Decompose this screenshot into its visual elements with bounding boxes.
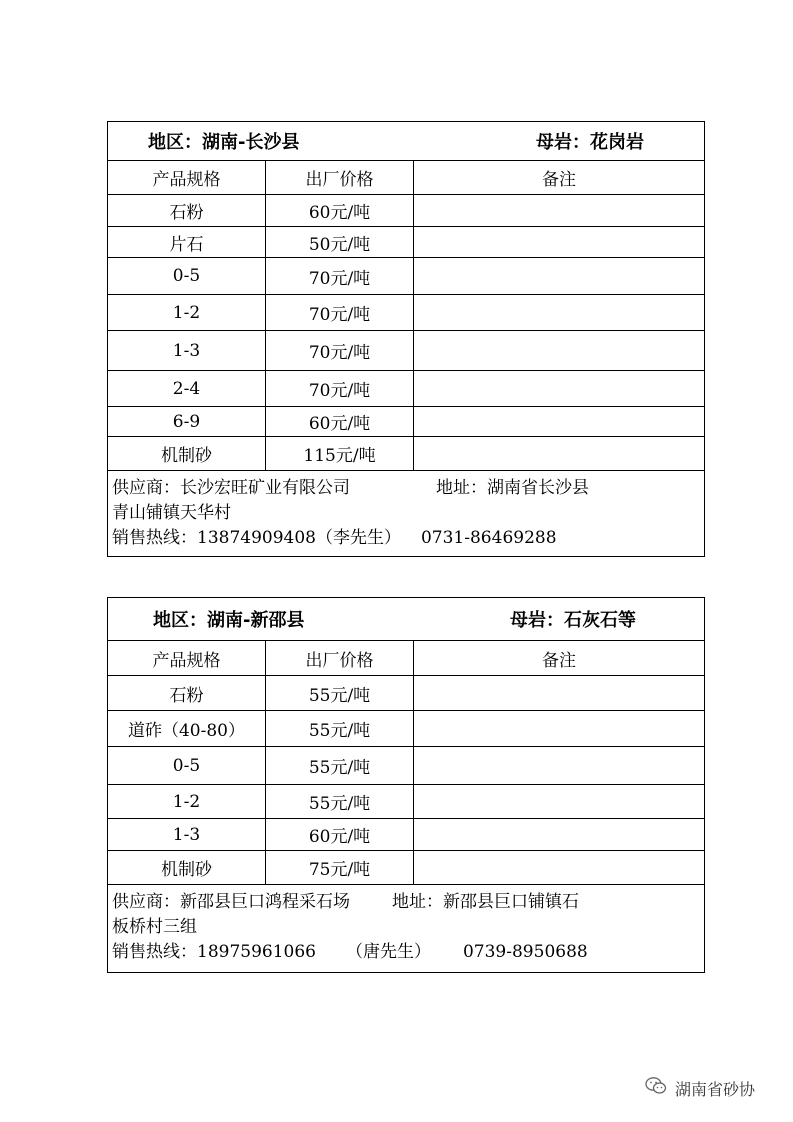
sales-hotline: 销售热线：13874909408（李先生） [112, 528, 401, 548]
price-table-changsha [107, 121, 705, 557]
price-cell: 70元/吨 [266, 258, 414, 295]
office-phone: 0739-8950688 [462, 942, 588, 962]
table-row [108, 437, 705, 471]
spec-cell: 片石 [108, 227, 266, 258]
note-cell [414, 258, 705, 295]
supplier-name: 供应商：新邵县巨口鸿程采石场 [112, 892, 350, 912]
col-header-spec: 产品规格 [108, 641, 266, 676]
spec-cell: 0-5 [108, 258, 266, 295]
table-row [108, 258, 705, 295]
supplier-address-cont: 青山铺镇天华村 [112, 503, 231, 523]
supplier-info [108, 471, 705, 557]
col-header-price: 出厂价格 [266, 641, 414, 676]
price-cell: 55元/吨 [266, 676, 414, 711]
price-cell: 70元/吨 [266, 295, 414, 331]
wechat-icon [645, 1076, 675, 1100]
col-header-price: 出厂价格 [266, 161, 414, 195]
table-header [108, 122, 705, 161]
table-row [108, 295, 705, 331]
spec-cell: 机制砂 [108, 851, 266, 885]
supplier-address-cont: 板桥村三组 [112, 917, 197, 937]
col-header-note: 备注 [414, 641, 705, 676]
table-row [108, 331, 705, 371]
price-cell: 55元/吨 [266, 785, 414, 819]
watermark [645, 1076, 755, 1100]
contact-person: （唐先生） [345, 942, 431, 962]
price-cell: 50元/吨 [266, 227, 414, 258]
price-cell: 70元/吨 [266, 371, 414, 407]
spec-cell: 道砟（40-80） [108, 711, 266, 747]
spec-cell: 石粉 [108, 195, 266, 227]
price-cell: 55元/吨 [266, 711, 414, 747]
spec-cell: 6-9 [108, 407, 266, 437]
spec-cell: 2-4 [108, 371, 266, 407]
spec-cell: 1-2 [108, 295, 266, 331]
col-header-note: 备注 [414, 161, 705, 195]
spec-cell: 1-3 [108, 331, 266, 371]
note-cell [414, 227, 705, 258]
watermark-text: 湖南省砂协 [675, 1079, 756, 1099]
table-row [108, 785, 705, 819]
table-row [108, 819, 705, 851]
table-row [108, 851, 705, 885]
note-cell [414, 195, 705, 227]
note-cell [414, 676, 705, 711]
office-phone: 0731-86469288 [420, 528, 557, 548]
spec-cell: 0-5 [108, 747, 266, 785]
price-cell: 55元/吨 [266, 747, 414, 785]
note-cell [414, 747, 705, 785]
sales-hotline: 销售热线：18975961066 [112, 942, 316, 962]
note-cell [414, 371, 705, 407]
table-row [108, 676, 705, 711]
note-cell [414, 331, 705, 371]
price-cell: 70元/吨 [266, 331, 414, 371]
note-cell [414, 819, 705, 851]
rock-label: 母岩：石灰石等 [510, 610, 636, 631]
price-cell: 60元/吨 [266, 407, 414, 437]
table-row [108, 371, 705, 407]
spec-cell: 1-2 [108, 785, 266, 819]
price-cell: 60元/吨 [266, 195, 414, 227]
table-row [108, 407, 705, 437]
price-cell: 115元/吨 [266, 437, 414, 471]
note-cell [414, 785, 705, 819]
supplier-name: 供应商：长沙宏旺矿业有限公司 [112, 478, 350, 498]
price-table-xinshao [107, 597, 705, 973]
table-row [108, 747, 705, 785]
table-row [108, 227, 705, 258]
table-row [108, 711, 705, 747]
spec-cell: 1-3 [108, 819, 266, 851]
spec-cell: 石粉 [108, 676, 266, 711]
rock-label: 母岩：花岗岩 [536, 132, 644, 153]
region-label: 地区：湖南-长沙县 [148, 132, 300, 153]
note-cell [414, 851, 705, 885]
supplier-address: 地址：湖南省长沙县 [436, 478, 589, 498]
price-cell: 60元/吨 [266, 819, 414, 851]
table-row [108, 195, 705, 227]
col-header-spec: 产品规格 [108, 161, 266, 195]
note-cell [414, 295, 705, 331]
region-label: 地区：湖南-新邵县 [153, 610, 305, 631]
price-cell: 75元/吨 [266, 851, 414, 885]
note-cell [414, 711, 705, 747]
supplier-info [108, 885, 705, 973]
supplier-address: 地址：新邵县巨口铺镇石 [392, 892, 579, 912]
spec-cell: 机制砂 [108, 437, 266, 471]
note-cell [414, 437, 705, 471]
note-cell [414, 407, 705, 437]
table-header [108, 598, 705, 641]
